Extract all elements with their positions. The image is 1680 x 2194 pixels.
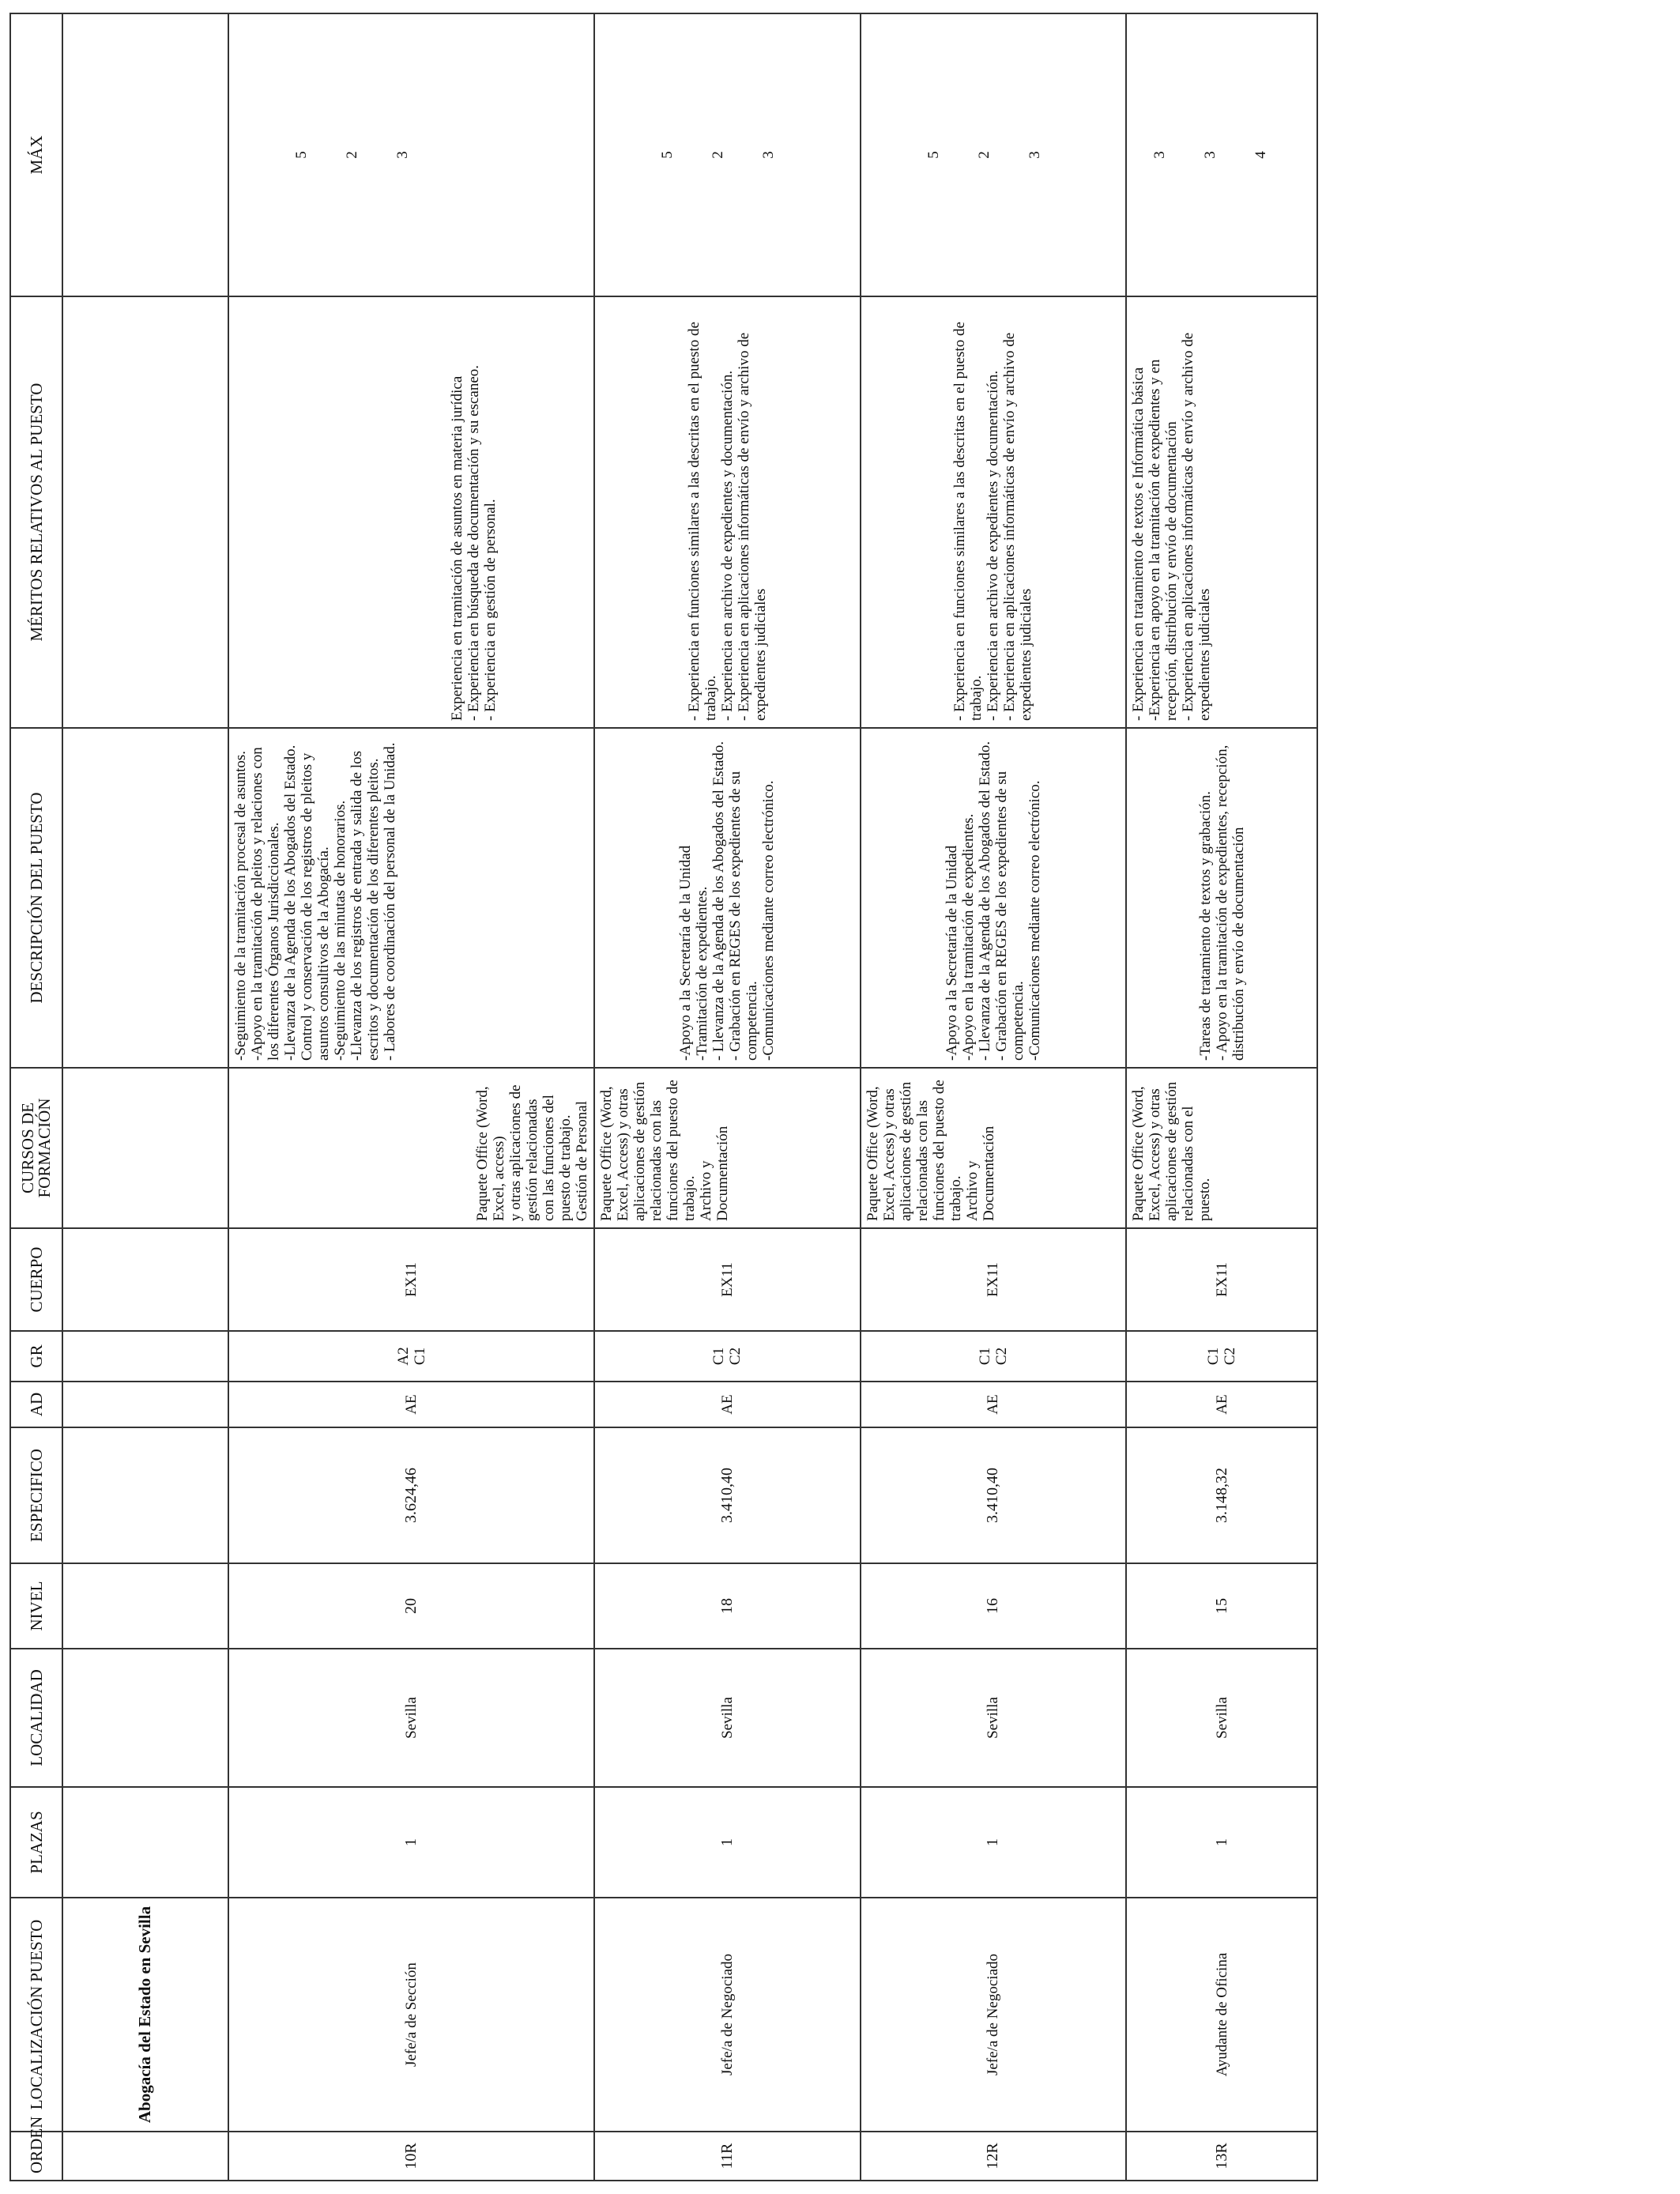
gr-value: C2 (1222, 1347, 1239, 1366)
ad-cell: AE (594, 1382, 861, 1427)
localidad-cell: Sevilla (228, 1649, 594, 1787)
meritos-cell (228, 296, 594, 728)
orden-cell: 12R (861, 2132, 1127, 2181)
descripcion-item: -Seguimiento de las minutas de honorarios. (332, 800, 349, 1061)
descripcion-cell (1126, 728, 1317, 1068)
max-value: 5 (293, 151, 311, 159)
max-cell (594, 13, 861, 296)
descripcion-item: - Llevanza de la Agenda de los Abogados del Estado. (710, 741, 728, 1061)
descripcion-item: -Apoyo en la tramitación de pleitos y relaciones con los diferentes Órganos Jurisdiccionales. (249, 747, 283, 1061)
table-row (861, 13, 1127, 2181)
header-localizacion: LOCALIZACIÓN PUESTO (10, 1898, 62, 2132)
table-header-row (10, 13, 62, 2181)
merito-item: - Experiencia en funciones similares a las descritas en el puesto de trabajo. (951, 322, 985, 721)
nivel-cell: 16 (861, 1563, 1127, 1649)
merito-item: - Experiencia en aplicaciones informáticas de envío y archivo de expedientes judiciales (1180, 332, 1214, 721)
descripcion-item: - Grabación en REGES de los expedientes de su competencia. (727, 771, 761, 1061)
descripcion-item: - Grabación en REGES de los expedientes de su competencia. (993, 771, 1026, 1061)
curso-item: Archivo y Documentación (698, 1125, 732, 1221)
descripcion-cell (861, 728, 1127, 1068)
cursos-cell (228, 1068, 594, 1228)
nivel-cell: 18 (594, 1563, 861, 1649)
cuerpo-cell: EX11 (228, 1228, 594, 1331)
puesto-cell: Ayudante de Oficina (1126, 1898, 1317, 2132)
cuerpo-cell: EX11 (1126, 1228, 1317, 1331)
descripcion-item: -Llevanza de la Agenda de los Abogados del Estado. Control y conservación de los registros de pleitos y asuntos consultivos de la Abogacía. (282, 745, 333, 1061)
curso-item: Paquete Office (Word, Excel, Access) y otras aplicaciones de gestión relacionadas con el puesto. (1130, 1081, 1214, 1221)
max-value: 3 (760, 151, 778, 159)
header-max: MÁX (10, 13, 62, 296)
header-especifico: ESPECIFICO (10, 1427, 62, 1563)
gr-value: C1 (710, 1347, 728, 1366)
orden-cell: 10R (228, 2132, 594, 2181)
merito-item: Experiencia en tramitación de asuntos en materia jurídica (449, 375, 466, 721)
cursos-cell (861, 1068, 1127, 1228)
gr-cell (1126, 1331, 1317, 1382)
nivel-cell: 15 (1126, 1563, 1317, 1649)
gr-cell (861, 1331, 1127, 1382)
descripcion-cell (594, 728, 861, 1068)
plazas-cell: 1 (228, 1787, 594, 1898)
max-value: 3 (1026, 151, 1043, 159)
cuerpo-cell: EX11 (861, 1228, 1127, 1331)
gr-cell (228, 1331, 594, 1382)
empty-cell (62, 1787, 228, 1898)
meritos-cell (594, 296, 861, 728)
header-descripcion: DESCRIPCIÓN DEL PUESTO (10, 728, 62, 1068)
merito-item: - Experiencia en tratamiento de textos e Informática básica (1130, 367, 1147, 721)
puesto-cell: Jefe/a de Negociado (861, 1898, 1127, 2132)
descripcion-cell (228, 728, 594, 1068)
merito-item: - Experiencia en gestión de personal. (482, 499, 499, 721)
descripcion-item: -Tareas de tratamiento de textos y grabación. (1196, 790, 1214, 1061)
descripcion-item: -Apoyo a la Secretaría de la Unidad (943, 845, 960, 1061)
descripcion-item: - Apoyo en la tramitación de expedientes, recepción, distribución y envío de documentación (1213, 745, 1247, 1061)
gr-value: C1 (976, 1347, 993, 1366)
plazas-cell: 1 (1126, 1787, 1317, 1898)
descripcion-item: - Llevanza de la Agenda de los Abogados del Estado. (976, 741, 993, 1061)
header-ad: AD (10, 1382, 62, 1427)
curso-item: Paquete Office (Word, Excel, Access) y otras aplicaciones de gestión relacionadas con las funciones del puesto de trabajo. (864, 1080, 964, 1221)
descripcion-item: -Tramitación de expedientes. (694, 886, 711, 1061)
cursos-cell (1126, 1068, 1317, 1228)
descripcion-item: -Comunicaciones mediante correo electrónico. (1026, 780, 1043, 1061)
especifico-cell: 3.624,46 (228, 1427, 594, 1563)
curso-item: Gestión de Personal (574, 1101, 591, 1221)
max-cell (1126, 13, 1317, 296)
table-row (594, 13, 861, 2181)
cuerpo-cell: EX11 (594, 1228, 861, 1331)
table-row (228, 13, 594, 2181)
empty-cell (62, 728, 228, 1068)
max-cell (861, 13, 1127, 296)
max-value: 3 (394, 151, 412, 159)
unit-section-row (62, 13, 228, 2181)
descripcion-item: -Comunicaciones mediante correo electrónico. (760, 780, 778, 1061)
merito-item: -Experiencia en apoyo en la tramitación de expedientes y en recepción, distribución y envío de documentación (1147, 359, 1181, 721)
merito-item: - Experiencia en búsqueda de documentación y su escaneo. (465, 364, 483, 721)
curso-item: Paquete Office (Word, Excel, Access) y otras aplicaciones de gestión relacionadas con las funciones del puesto de trabajo. (598, 1080, 699, 1221)
gr-value: C2 (727, 1347, 744, 1366)
orden-cell: 11R (594, 2132, 861, 2181)
ad-cell: AE (1126, 1382, 1317, 1427)
puesto-cell: Jefe/a de Sección (228, 1898, 594, 2132)
empty-cell (62, 1331, 228, 1382)
curso-item: y otras aplicaciones de gestión relacionadas con las funciones del puesto de trabajo. (507, 1084, 574, 1221)
max-cell (228, 13, 594, 296)
cursos-cell (594, 1068, 861, 1228)
header-orden: ORDEN (10, 2132, 62, 2181)
empty-cell (62, 296, 228, 728)
empty-cell (62, 13, 228, 296)
curso-item: Paquete Office (Word, Excel, access) (474, 1086, 508, 1221)
header-cuerpo: CUERPO (10, 1228, 62, 1331)
gr-value: C1 (1205, 1347, 1222, 1366)
header-nivel: NIVEL (10, 1563, 62, 1649)
ad-cell: AE (861, 1382, 1127, 1427)
merito-item: - Experiencia en archivo de expedientes y documentación. (985, 370, 1002, 721)
especifico-cell: 3.410,40 (594, 1427, 861, 1563)
empty-cell (62, 1382, 228, 1427)
max-value: 2 (710, 151, 727, 159)
merito-item: - Experiencia en archivo de expedientes y documentación. (718, 370, 736, 721)
max-value: 2 (344, 151, 361, 159)
especifico-cell: 3.148,32 (1126, 1427, 1317, 1563)
gr-value: A2 (394, 1347, 412, 1366)
merito-item: - Experiencia en funciones similares a las descritas en el puesto de trabajo. (685, 322, 719, 721)
merito-item: - Experiencia en aplicaciones informáticas de envío y archivo de expedientes judiciales (735, 332, 769, 721)
descripcion-item: - Labores de coordinación del personal de la Unidad. (382, 742, 399, 1061)
meritos-cell (1126, 296, 1317, 728)
empty-cell (62, 1228, 228, 1331)
curso-item: Archivo y Documentación (963, 1125, 997, 1221)
job-positions-table (9, 13, 1318, 2181)
empty-cell (62, 1427, 228, 1563)
unit-orden-cell (62, 2132, 228, 2181)
ad-cell: AE (228, 1382, 594, 1427)
puesto-cell: Jefe/a de Negociado (594, 1898, 861, 2132)
meritos-cell (861, 296, 1127, 728)
merito-item: - Experiencia en aplicaciones informáticas de envío y archivo de expedientes judiciales (1001, 332, 1035, 721)
descripcion-item: -Apoyo en la tramitación de expedientes. (959, 813, 977, 1061)
descripcion-item: -Seguimiento de la tramitación procesal de asuntos. (232, 750, 250, 1061)
gr-value: C2 (993, 1347, 1010, 1366)
empty-cell (62, 1068, 228, 1228)
max-value: 3 (1202, 151, 1219, 159)
especifico-cell: 3.410,40 (861, 1427, 1127, 1563)
plazas-cell: 1 (594, 1787, 861, 1898)
gr-value: C1 (411, 1347, 428, 1366)
empty-cell (62, 1649, 228, 1787)
empty-cell (62, 1563, 228, 1649)
gr-cell (594, 1331, 861, 1382)
header-localidad: LOCALIDAD (10, 1649, 62, 1787)
descripcion-item: -Apoyo a la Secretaría de la Unidad (677, 845, 695, 1061)
header-plazas: PLAZAS (10, 1787, 62, 1898)
table-row (1126, 13, 1317, 2181)
descripcion-item: -Llevanza de los registros de entrada y salida de los escritos y documentación de los diferentes pleitos. (348, 751, 382, 1061)
max-value: 4 (1252, 151, 1270, 159)
localidad-cell: Sevilla (594, 1649, 861, 1787)
localidad-cell: Sevilla (1126, 1649, 1317, 1787)
max-value: 5 (925, 151, 942, 159)
unit-name: Abogacía del Estado en Sevilla (135, 1906, 155, 2124)
header-meritos: MÉRITOS RELATIVOS AL PUESTO (10, 296, 62, 728)
localidad-cell: Sevilla (861, 1649, 1127, 1787)
unit-name-cell (62, 1898, 228, 2132)
header-gr: GR (10, 1331, 62, 1382)
plazas-cell: 1 (861, 1787, 1127, 1898)
header-cursos: CURSOS DE FORMACIÓN (10, 1068, 62, 1228)
rotated-document-page (9, 14, 1318, 2181)
max-value: 3 (1151, 151, 1169, 159)
orden-cell: 13R (1126, 2132, 1317, 2181)
max-value: 2 (975, 151, 993, 159)
max-value: 5 (659, 151, 676, 159)
nivel-cell: 20 (228, 1563, 594, 1649)
